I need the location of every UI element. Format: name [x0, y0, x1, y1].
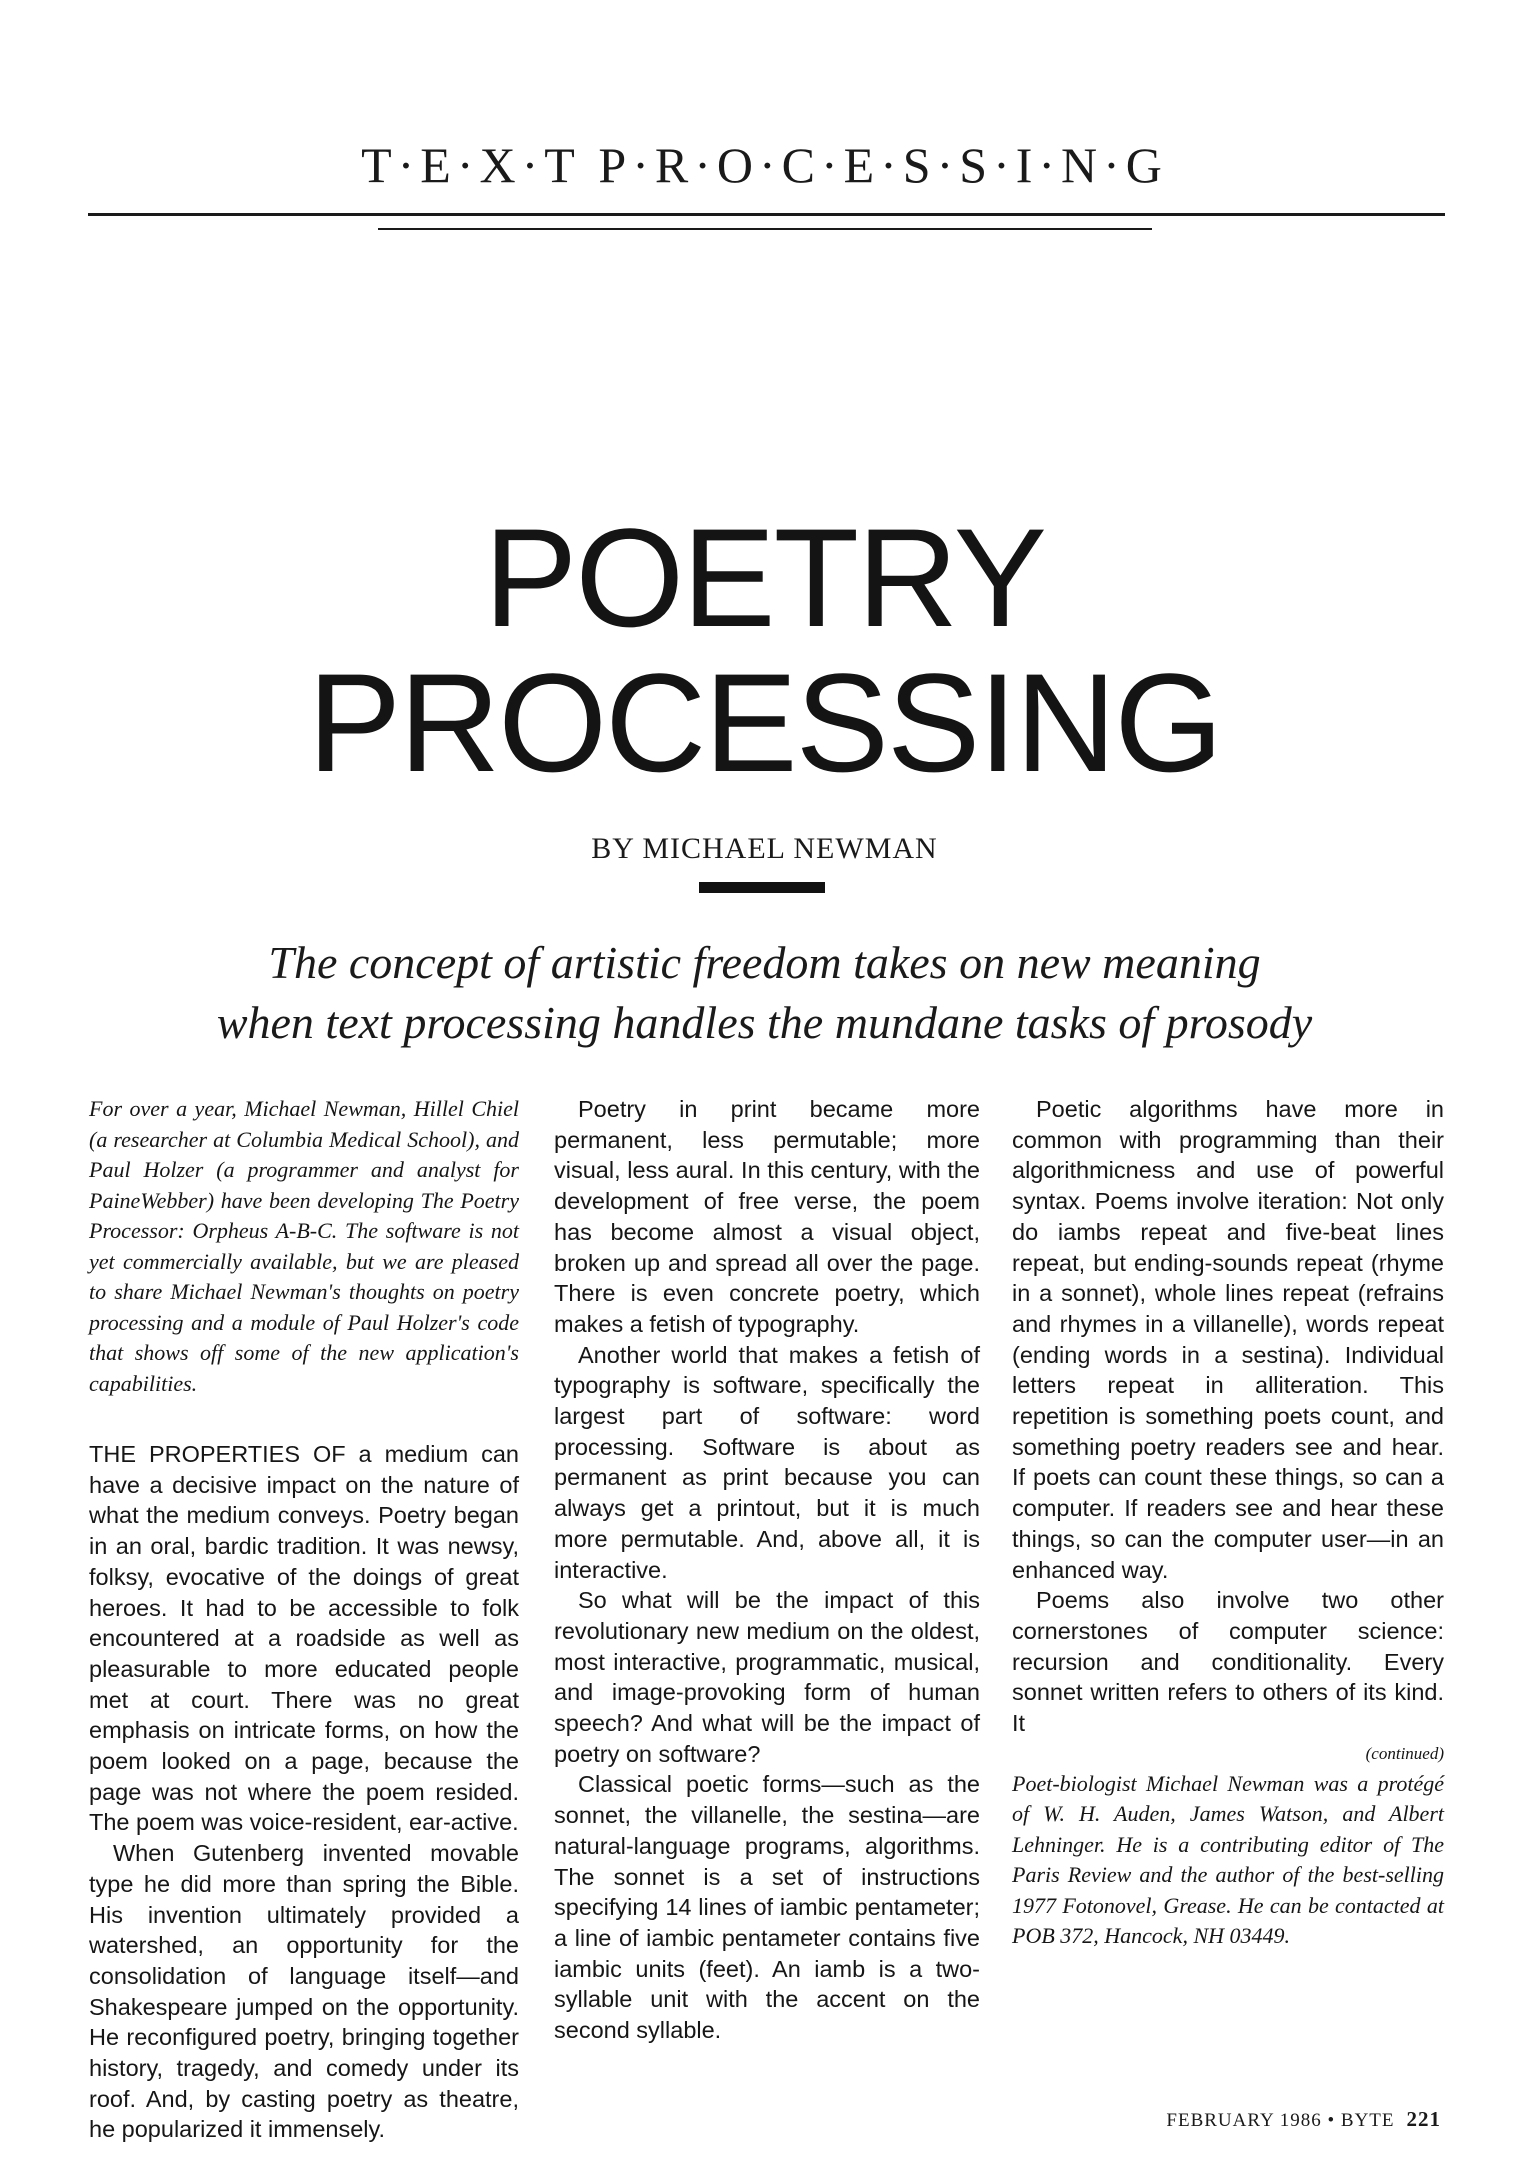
header-subrule [378, 228, 1152, 230]
body-paragraph: Classical poetic forms—such as the sonnet, the villanelle, the sestina—are natural-language programs, algorithms. The sonnet is a set of instructions specifying 14 lines of iambic pentameter; a line of iambic pentameter contains five iambic units (feet). An iamb is a two-syllable unit with the accent on the second syllable. [554, 1771, 980, 2044]
column-3 [1012, 1094, 1444, 1952]
author-bio: Poet-biologist Michael Newman was a protégé of W. H. Auden, James Watson, and Albert Lehninger. He is a contributing editor of The Paris Review and the author of the best-selling 1977 Fotonovel, Grease. He can be contacted at POB 372, Hancock, NH 03449. [1012, 1770, 1444, 1949]
body-paragraph: Poems also involve two other cornerstones of computer science: recursion and conditionality. Every sonnet written refers to others of its kind. It [1012, 1587, 1444, 1737]
deck [0, 933, 1529, 1053]
page-number: 221 [1406, 2107, 1441, 2131]
body-paragraph: Poetry in print became more permanent, less permutable; more visual, less aural. In this century, with the development of free verse, the poem has become almost a visual object, broken up and spread all over the page. There is even concrete poetry, which makes a fetish of typography. [554, 1096, 980, 1337]
article-title [0, 499, 1529, 801]
byline-divider [699, 882, 825, 893]
body-paragraph: When Gutenberg invented movable type he did more than spring the Bible. His invention ultimately provided a watershed, an opportunity for the consolidation of language itself—and Shakespeare jumped on the opportunity. He reconfigured poetry, bringing together history, tragedy, and comedy under its roof. And, by casting poetry as theatre, he popularized it immensely. [89, 1840, 519, 2143]
title-line-2: PROCESSING [307, 644, 1222, 801]
page-footer [1166, 2107, 1441, 2132]
editor-intro: For over a year, Michael Newman, Hillel Chiel (a researcher at Columbia Medical School), and Paul Holzer (a programmer and analyst for PaineWebber) have been developing The Poetry Processor: Orpheus A-B-C. The software is not yet commercially available, but we are pleased to share Michael Newman's thoughts on poetry processing and a module of Paul Holzer's code that shows off some of the new application's capabilities. [89, 1096, 519, 1396]
section-header: T·E·X·T P·R·O·C·E·S·S·I·N·G [361, 137, 1168, 193]
title-line-1: POETRY [483, 499, 1046, 656]
header-rule [88, 213, 1445, 216]
column-1 [89, 1094, 519, 2145]
body-paragraph: So what will be the impact of this revolutionary new medium on the oldest, most interactive, programmatic, musical, and image-provoking form of human speech? And what will be the impact of poetry on software? [554, 1587, 980, 1767]
column-2 [554, 1094, 980, 2046]
deck-line-2: when text processing handles the mundane tasks of prosody [216, 997, 1313, 1048]
continued-marker: (continued) [1365, 1743, 1444, 1763]
body-paragraph: Poetic algorithms have more in common with programming than their algorithmicness and use of powerful syntax. Poems involve iteration: Not only do iambs repeat and five-beat lines repeat, but ending-sounds repeat (rhyme in a sonnet), whole lines repeat (refrains and rhymes in a villanelle), words repeat (ending words in a sestina). Individual letters repeat in alliteration. This repetition is something poets count, and something poetry readers see and hear. If poets can count these things, so can a computer. If readers see and hear these things, so can the computer user—in an enhanced way. [1012, 1096, 1444, 1583]
deck-line-1: The concept of artistic freedom takes on new meaning [268, 937, 1261, 988]
body-paragraph: Another world that makes a fetish of typography is software, specifically the largest part of software: word processing. Software is about as permanent as print because you can always get a printout, but it is much more permutable. And, above all, it is interactive. [554, 1341, 980, 1583]
issue-info: FEBRUARY 1986 • BYTE [1166, 2110, 1395, 2131]
body-paragraph: THE PROPERTIES OF a medium can have a decisive impact on the nature of what the medium conveys. Poetry began in an oral, bardic tradition. It was newsy, folksy, evocative of the doings of great heroes. It had to be accessible to folk encountered at a roadside as well as pleasurable to more educated people met at court. There was no great emphasis on intricate forms, on how the poem looked on a page, because the page was not where the poem resided. The poem was voice-resident, ear-active. [89, 1441, 519, 1836]
byline: BY MICHAEL NEWMAN [591, 832, 938, 865]
